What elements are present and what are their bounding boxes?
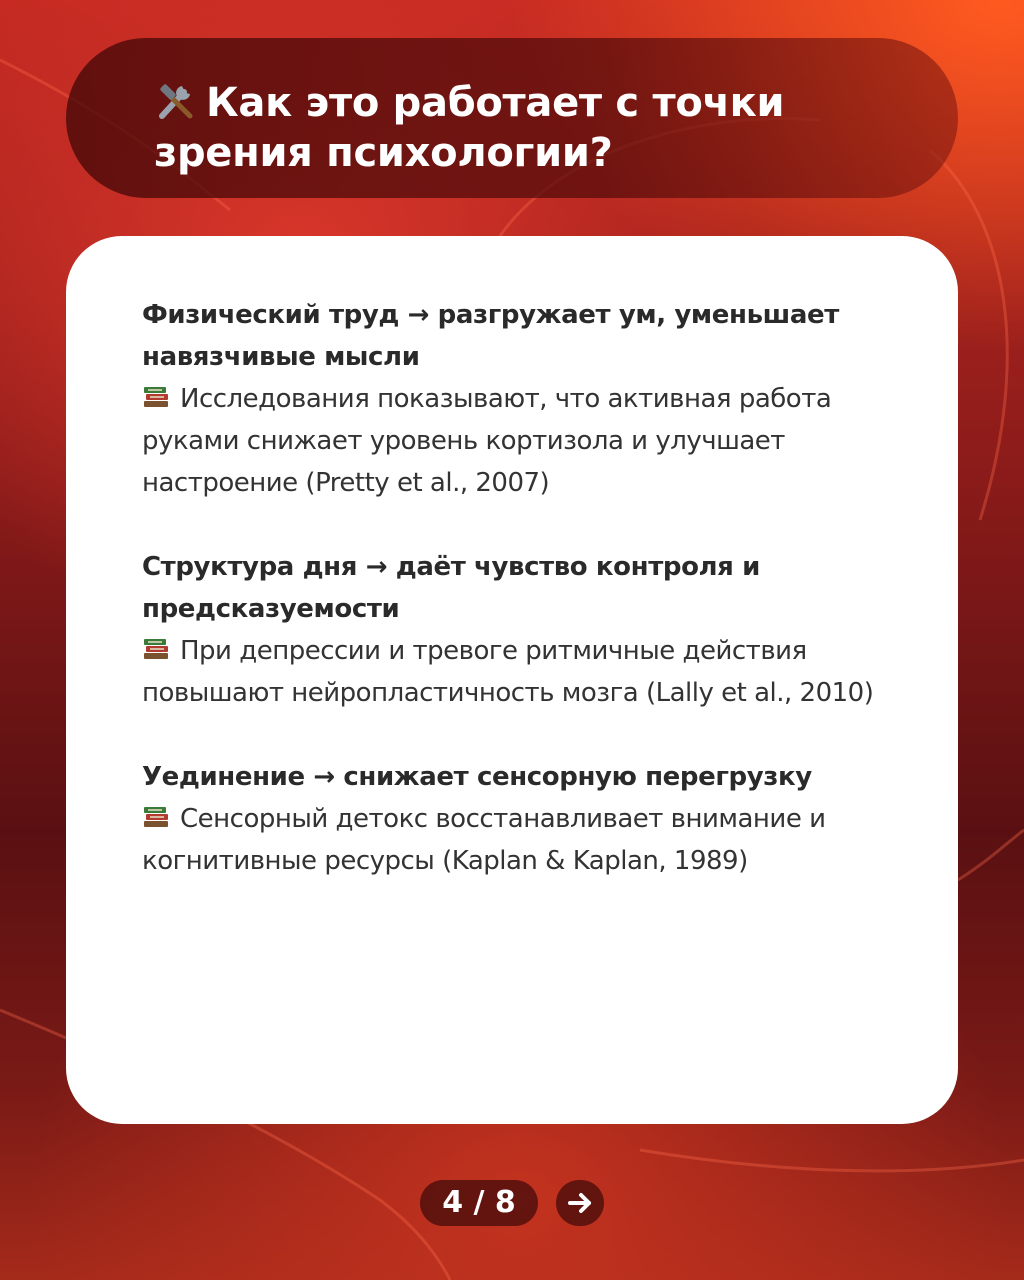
page-title-text: Как это работает с точки зрения психологии? [154, 80, 785, 176]
section-text-content: Исследования показывают, что активная работа руками снижает уровень кортизола и улучшает настроение (Pretty et al., 2007) [142, 384, 832, 498]
section-day-structure [142, 546, 898, 714]
next-page-button[interactable] [556, 1180, 604, 1226]
section-solitude [142, 756, 898, 882]
section-text-content: При депрессии и тревоге ритмичные действия повышают нейропластичность мозга (Lally et al., 2010) [142, 636, 874, 708]
section-text [142, 630, 898, 714]
books-icon [142, 385, 172, 409]
page-indicator: 4 / 8 [420, 1180, 538, 1226]
section-heading: Структура дня → даёт чувство контроля и предсказуемости [142, 552, 760, 624]
section-text [142, 798, 898, 882]
title-banner [66, 38, 958, 198]
section-text-content: Сенсорный детокс восстанавливает внимание и когнитивные ресурсы (Kaplan & Kaplan, 1989) [142, 804, 826, 876]
section-heading: Физический труд → разгружает ум, уменьшает навязчивые мысли [142, 300, 839, 372]
page-title [154, 78, 898, 178]
section-heading: Уединение → снижает сенсорную перегрузку [142, 762, 812, 792]
section-text [142, 378, 898, 504]
hammer-and-wrench-icon [154, 82, 198, 122]
books-icon [142, 637, 172, 661]
books-icon [142, 805, 172, 829]
arrow-right-icon [566, 1189, 594, 1217]
section-physical-labor [142, 294, 898, 504]
content-card [66, 236, 958, 1124]
